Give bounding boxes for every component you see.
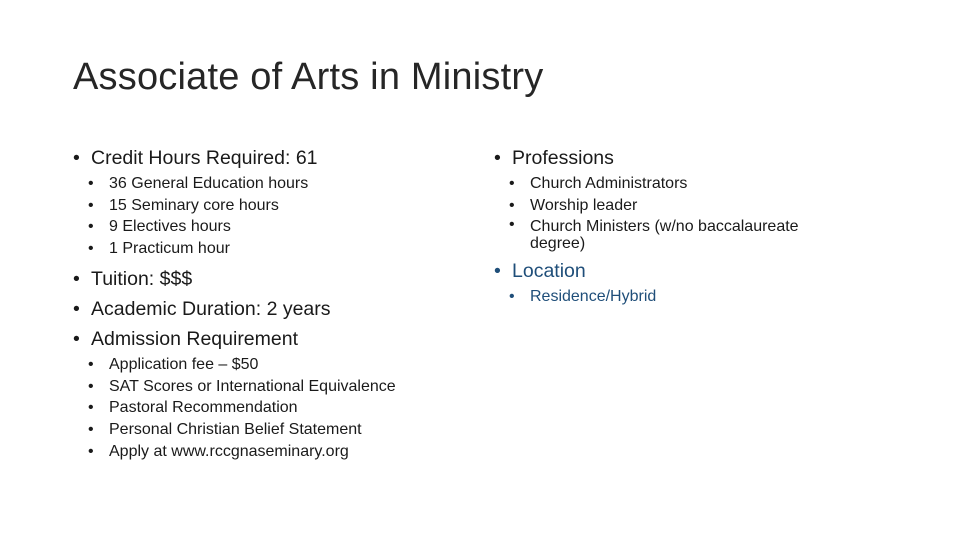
credit-breakdown-item: • 1 Practicum hour: [88, 238, 473, 260]
profession-item: • Church Ministers (w/no baccalaureate degree): [509, 216, 850, 252]
admission-requirement-item: • Personal Christian Belief Statement: [88, 419, 473, 441]
right-bullet-list: [494, 143, 894, 173]
admission-item: • Admission Requirement: [73, 324, 473, 354]
admission-requirement-item: • Pastoral Recommendation: [88, 397, 473, 419]
location-detail-item: • Residence/Hybrid: [509, 286, 894, 308]
credit-hours-item: • Credit Hours Required: 61: [73, 143, 473, 173]
admission-requirement-item: • Apply at www.rccgnaseminary.org: [88, 441, 473, 463]
professions-item: • Professions: [494, 143, 894, 173]
right-column: [494, 143, 894, 312]
admission-requirement-item: • SAT Scores or International Equivalence: [88, 376, 473, 398]
left-bullet-list: [73, 143, 473, 173]
credit-breakdown-item: • 9 Electives hours: [88, 216, 473, 238]
location-list: [509, 286, 894, 308]
admission-requirements-list: [88, 354, 473, 463]
credit-breakdown-item: • 15 Seminary core hours: [88, 195, 473, 217]
profession-item: • Worship leader: [509, 195, 894, 217]
admission-requirement-item: • Application fee – $50: [88, 354, 473, 376]
duration-item: • Academic Duration: 2 years: [73, 294, 473, 324]
slide-title: Associate of Arts in Ministry: [73, 56, 544, 98]
right-bullet-list-2: [494, 256, 894, 286]
profession-item: • Church Administrators: [509, 173, 894, 195]
professions-list: [509, 173, 894, 252]
location-item: • Location: [494, 256, 894, 286]
tuition-item: • Tuition: $$$: [73, 264, 473, 294]
left-column: [73, 143, 473, 466]
credit-breakdown-item: • 36 General Education hours: [88, 173, 473, 195]
credit-breakdown-list: [88, 173, 473, 260]
left-bullet-list-2: [73, 264, 473, 354]
